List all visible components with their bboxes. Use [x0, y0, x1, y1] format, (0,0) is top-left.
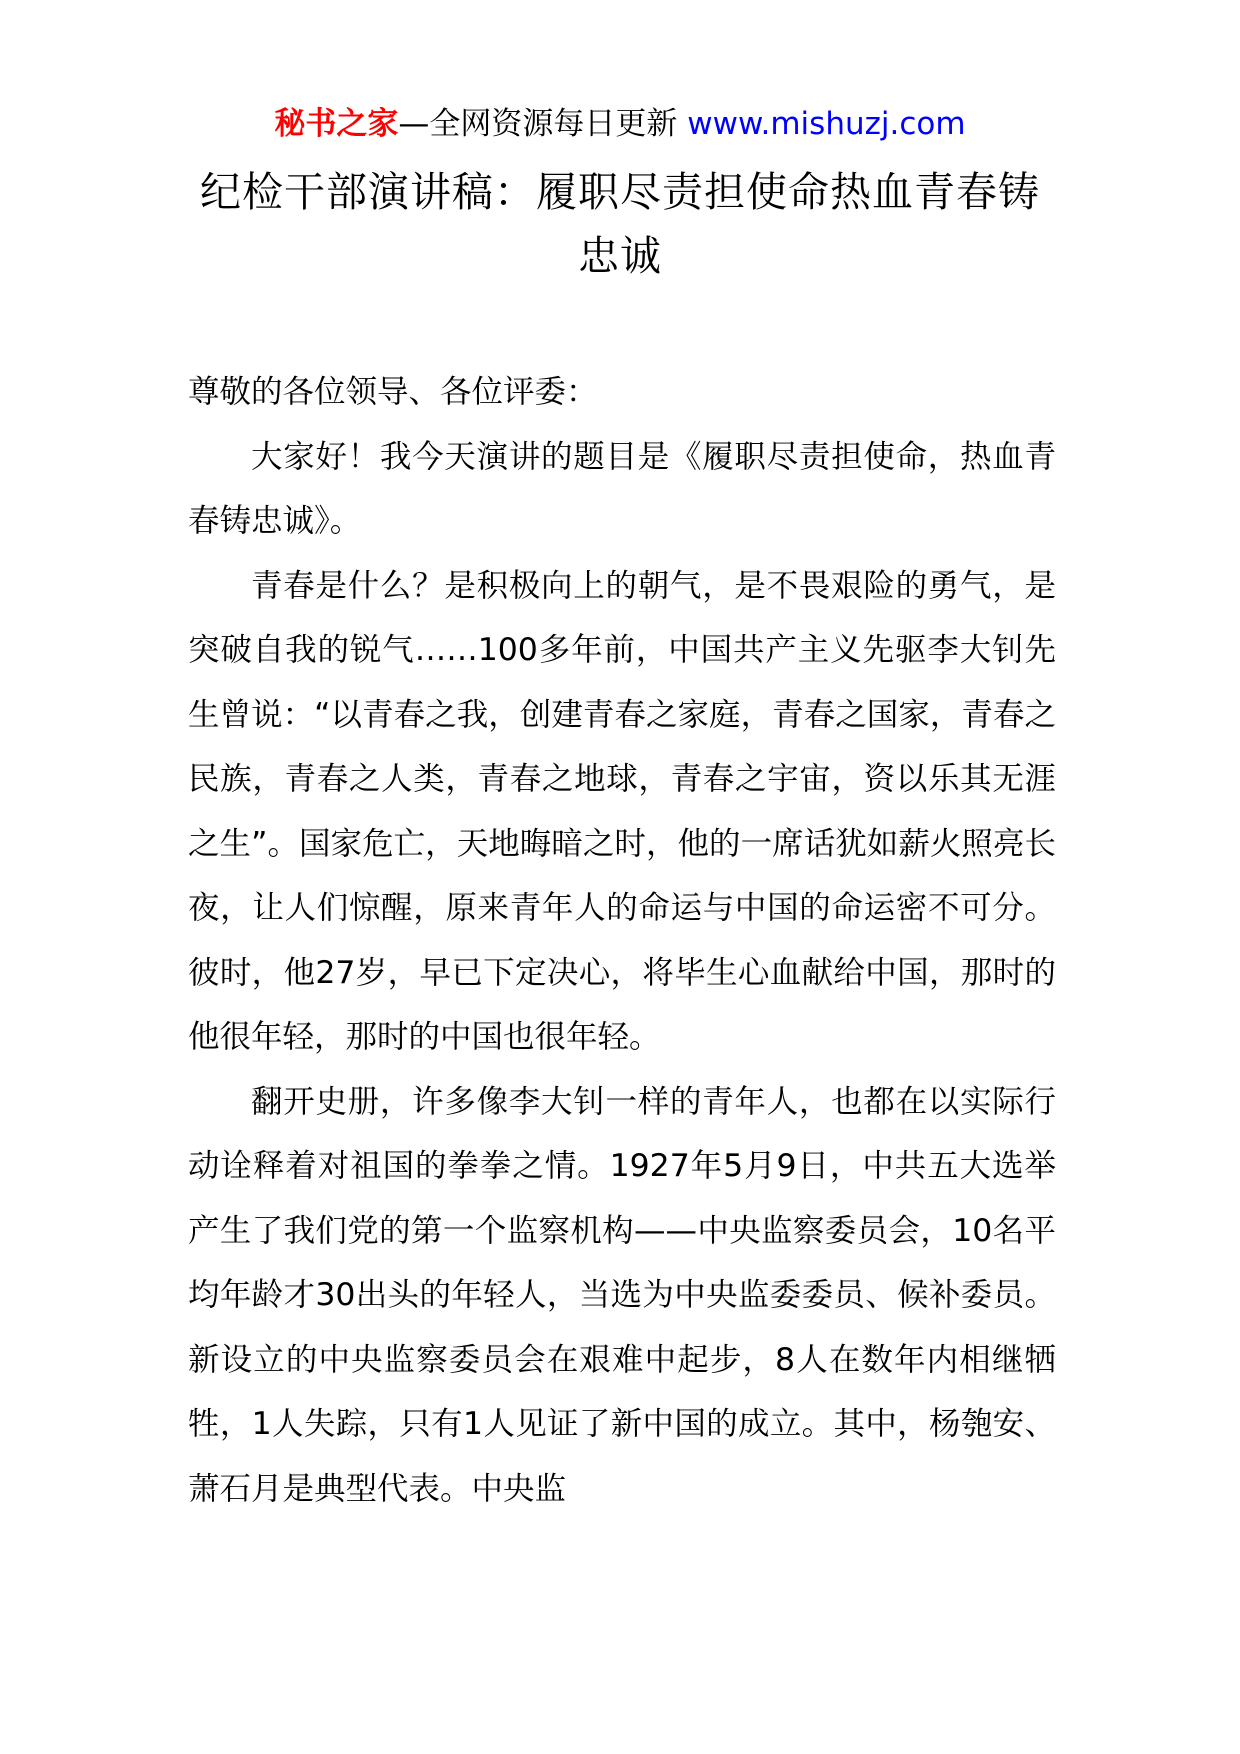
paragraph: 大家好！我今天演讲的题目是《履职尽责担使命，热血青春铸忠诚》。	[188, 438, 1056, 539]
document-body	[188, 360, 1056, 1521]
salutation: 尊敬的各位领导、各位评委：	[188, 374, 598, 410]
document-title: 纪检干部演讲稿：履职尽责担使命热血青春铸忠诚	[200, 168, 1040, 280]
paragraph: 青春是什么？是积极向上的朝气，是不畏艰险的勇气，是突破自我的锐气……100多年前，中国共产主义先驱李大钊先生曾说：“以青春之我，创建青春之家庭，青春之国家，青春之民族，青春之人类，青春之地球，青春之宇宙，资以乐其无涯之生”。国家危亡，天地晦暗之时，他的一席话犹如薪火照亮长夜，让人们惊醒，原来青年人的命运与中国的命运密不可分。彼时，他27岁，早已下定决心，将毕生心血献给中国，那时的他很年轻，那时的中国也很年轻。	[188, 567, 1056, 1055]
brand-name: 秘书之家	[274, 106, 399, 142]
paragraph: 翻开史册，许多像李大钊一样的青年人，也都在以实际行动诠释着对祖国的拳拳之情。1927年5月9日，中共五大选举产生了我们党的第一个监察机构——中央监察委员会，10名平均年龄才30出头的年轻人，当选为中央监委委员、候补委员。新设立的中央监察委员会在艰难中起步，8人在数年内相继牺牲，1人失踪，只有1人见证了新中国的成立。其中，杨匏安、萧石月是典型代表。中央监	[188, 1083, 1056, 1507]
header-tagline: —全网资源每日更新	[398, 106, 688, 142]
site-url-link[interactable]: www.mishuzj.com	[687, 106, 966, 142]
site-header	[0, 100, 1240, 148]
